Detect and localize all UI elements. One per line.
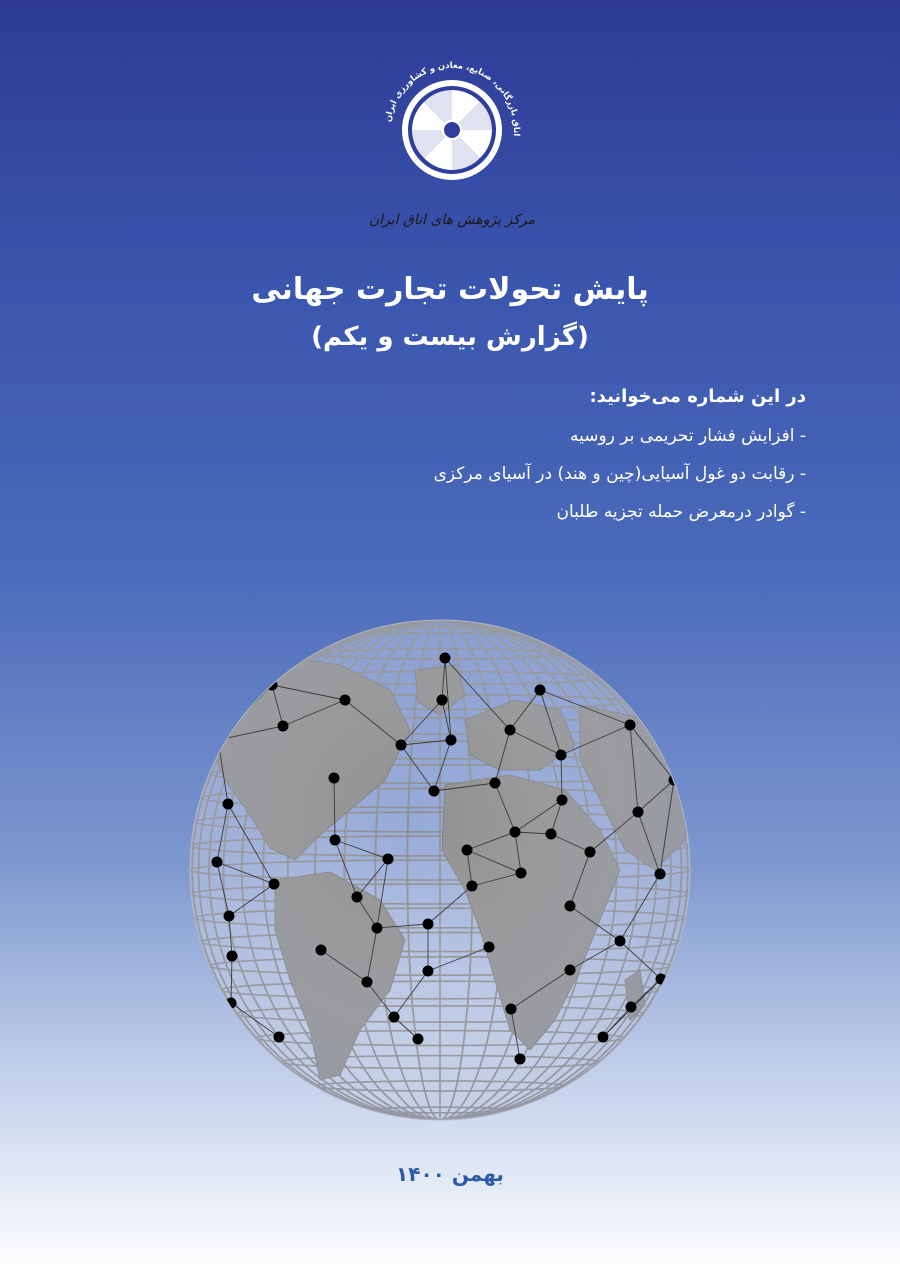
network-node bbox=[269, 879, 280, 890]
contents-heading: در این شماره می‌خوانید: bbox=[589, 386, 806, 407]
network-node bbox=[274, 1032, 285, 1043]
network-node bbox=[565, 965, 576, 976]
network-node bbox=[506, 1004, 517, 1015]
network-node bbox=[316, 945, 327, 956]
contents-item: - رقابت دو غول آسیایی(چین و هند) در آسیای مرکزی bbox=[433, 464, 806, 484]
network-node bbox=[557, 795, 568, 806]
contents-item: - افزایش فشار تحریمی بر روسیه bbox=[569, 426, 806, 446]
network-node bbox=[515, 1054, 526, 1065]
network-node bbox=[396, 740, 407, 751]
contents-list bbox=[246, 386, 806, 531]
network-node bbox=[340, 695, 351, 706]
network-node bbox=[490, 778, 501, 789]
network-node bbox=[423, 919, 434, 930]
network-node bbox=[467, 881, 478, 892]
network-node bbox=[446, 735, 457, 746]
network-node bbox=[625, 720, 636, 731]
network-node bbox=[546, 829, 557, 840]
network-node bbox=[389, 1012, 400, 1023]
network-node bbox=[329, 773, 340, 784]
network-node bbox=[585, 847, 596, 858]
network-node bbox=[516, 868, 527, 879]
network-node bbox=[484, 942, 495, 953]
network-node bbox=[227, 951, 238, 962]
network-node bbox=[505, 725, 516, 736]
network-node bbox=[633, 807, 644, 818]
contents-item: - گوادر درمعرض حمله تجزیه طلبان bbox=[556, 502, 806, 522]
report-title: پایش تحولات تجارت جهانی bbox=[251, 272, 649, 307]
network-node bbox=[462, 845, 473, 856]
network-node bbox=[440, 653, 451, 664]
issue-date: بهمن ۱۴۰۰ bbox=[396, 1162, 504, 1186]
network-node bbox=[598, 1032, 609, 1043]
network-node bbox=[510, 827, 521, 838]
network-node bbox=[556, 750, 567, 761]
network-node bbox=[437, 695, 448, 706]
logo-ring-text: اتاق بازرگانی، صنایع، معادن و کشاورزی ایران bbox=[383, 60, 522, 137]
network-node bbox=[565, 901, 576, 912]
network-node bbox=[278, 721, 289, 732]
logo-caption: مرکز پژوهش های اتاق ایران bbox=[368, 212, 536, 228]
network-node bbox=[213, 735, 224, 746]
network-node bbox=[352, 892, 363, 903]
network-node bbox=[413, 1034, 424, 1045]
network-node bbox=[669, 775, 680, 786]
network-node bbox=[372, 923, 383, 934]
network-node bbox=[423, 966, 434, 977]
globe-network-illustration bbox=[180, 610, 700, 1130]
network-node bbox=[383, 854, 394, 865]
network-node bbox=[429, 786, 440, 797]
network-node bbox=[362, 977, 373, 988]
network-node bbox=[330, 835, 341, 846]
chamber-logo bbox=[365, 52, 540, 252]
network-node bbox=[223, 799, 234, 810]
network-node bbox=[535, 685, 546, 696]
network-node bbox=[224, 911, 235, 922]
network-node bbox=[626, 1002, 637, 1013]
network-node bbox=[655, 869, 666, 880]
network-node bbox=[212, 857, 223, 868]
network-node bbox=[615, 936, 626, 947]
report-subtitle: (گزارش بیست و یکم) bbox=[311, 322, 589, 352]
